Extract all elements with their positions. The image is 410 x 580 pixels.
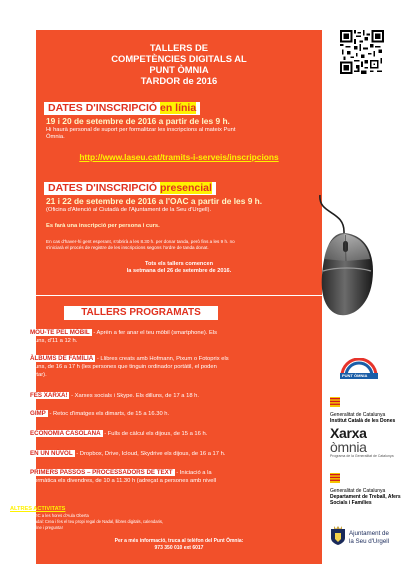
- workshop-desc: dilluns, de 16 a 17 h (les persones que tinguin ordinador portàtil, el poden: [28, 363, 217, 370]
- title-line-3: PUNT ÒMNIA: [149, 64, 209, 75]
- workshop-desc: - Dropbox, Drive, Icloud, Skydrive els dijous, de 16 a 17 h.: [74, 451, 226, 457]
- online-note-1: Hi haurà personal de suport per formalitzar les inscripcions al mateix Punt: [46, 127, 236, 133]
- bullet-icon: •: [20, 430, 23, 437]
- presencial-banner: [44, 182, 216, 195]
- xarxa-subtitle: Programa de la Generalitat de Catalunya: [330, 454, 394, 458]
- workshop-name: MOU-TE PEL MÒBIL: [30, 329, 90, 336]
- workshop-item: [20, 469, 282, 493]
- other-activity-3: postals...etc.Vine i pregunta!: [10, 525, 63, 530]
- workshop-name: FES XARXA!: [30, 392, 68, 399]
- other-activity-2: *Regals de Nadal: Crea i fes el teu propi regal de Nadal, llibres digitals, calendaris,: [10, 519, 164, 524]
- workshop-name: ÀLBUMS DE FAMÍLIA: [30, 355, 94, 362]
- workshop-desc: informàtica els divendres, de 10 a 11.30 h (adreçat a persones amb nivell: [28, 477, 217, 484]
- omnia-word: òmnia: [330, 439, 367, 455]
- coat-of-arms-icon: [330, 526, 346, 546]
- title-line-4: TARDOR de 2016: [140, 75, 218, 86]
- ajuntament-line-1: Ajuntament de: [349, 530, 389, 537]
- workshop-item: [20, 329, 282, 346]
- info-phone: 973 350 010 ext 6017: [154, 545, 204, 551]
- workshop-name: ECONOMIA CASOLANA: [30, 430, 101, 437]
- online-dates: 19 i 20 de setembre de 2016 a partir de les 9 h.: [46, 116, 230, 126]
- presencial-banner-highlight: presencial: [159, 182, 212, 194]
- title-line-1: TALLERS DE: [149, 42, 209, 53]
- generalitat-name-2: Generalitat de Catalunya: [330, 488, 386, 494]
- start-line-2: la setmana del 26 de setembre de 2016.: [126, 268, 232, 274]
- workshop-item: [20, 355, 282, 379]
- online-note-2: Òmnia.: [46, 134, 65, 140]
- queue-note-1: En cas d'haver-hi gent esperant, s'obrirà a les 8.30 h. per donar tanda, però fins a les 9 h. no: [46, 239, 235, 244]
- computer-mouse-image: [290, 195, 390, 320]
- workshop-desc: portar).: [28, 371, 47, 378]
- online-banner-highlight: en línia: [159, 102, 197, 114]
- xarxa-word: Xarxa: [330, 425, 367, 441]
- workshop-desc: - Iniciació a la: [174, 470, 212, 476]
- workshops-heading: TALLERS PROGRAMATS: [64, 306, 218, 320]
- workshop-desc: - Llibres creats amb Hofmann, Pixum o Fotoprix els: [95, 356, 229, 362]
- workshop-desc: - Xarxes socials i Skype. Els dilluns, de 17 a 18 h.: [69, 393, 200, 399]
- ajuntament-line-2: la Seu d'Urgell: [349, 538, 390, 545]
- registration-link[interactable]: http://www.laseu.cat/tramits-i-serveis/inscripcions: [79, 152, 279, 162]
- other-activity-1: *Repàs d'ACTIC a les hores d'Aula Oberta: [10, 513, 89, 518]
- workshop-desc: - Fulls de càlcul els dijous, de 15 a 16 h.: [102, 431, 208, 437]
- presencial-dates: 21 i 22 de setembre de 2016 a l'OAC a partir de les 9 h.: [46, 196, 263, 206]
- qr-code-icon[interactable]: [340, 30, 384, 74]
- workshop-desc: 0).: [28, 485, 35, 492]
- generalitat-treball-logo: [330, 470, 406, 506]
- workshop-name: EN UN NÚVOL: [30, 450, 73, 457]
- bullet-icon: •: [20, 410, 23, 417]
- workshop-name: PRIMERS PASSOS – PROCESSADORS DE TEXT: [30, 469, 173, 476]
- bullet-icon: •: [20, 329, 23, 336]
- ajuntament-logo: [330, 524, 410, 554]
- departament-treball-name: Departament de Treball, Afers Socials i Famílies: [330, 494, 401, 506]
- bullet-icon: •: [20, 392, 23, 399]
- generalitat-name-1: Generalitat de Catalunya: [330, 412, 386, 418]
- presencial-banner-prefix: DATES D'INSCRIPCIÓ: [48, 182, 158, 194]
- workshop-item: [20, 410, 282, 419]
- generalitat-dones-logo: [330, 394, 406, 424]
- workshop-desc: - Retoc d'imatges els dimarts, de 15 a 16.30 h.: [47, 411, 170, 417]
- bullet-icon: •: [20, 355, 23, 362]
- workshop-desc: dilluns, d'11 a 12 h.: [28, 337, 78, 344]
- generalitat-flag-icon: [330, 397, 340, 407]
- bullet-icon: •: [20, 450, 23, 457]
- institut-dones-name: Institut Català de les Dones: [330, 418, 396, 424]
- presencial-note: (Oficina d'Atenció al Ciutadà de l'Ajuntament de la Seu d'Urgell).: [46, 207, 212, 213]
- workshop-item: [20, 430, 282, 439]
- queue-note-2: s'iniciarà el procés de registre de les inscripcions segons l'ordre de tanda donat.: [46, 245, 209, 250]
- title-line-2: COMPETÈNCIES DIGITALS AL: [111, 53, 247, 64]
- punt-omnia-logo: [336, 358, 382, 385]
- workshop-desc: - Aprèn a fer anar el teu mòbil (smartphone). Els: [91, 330, 218, 336]
- start-line-1: Tots els tallers comencen: [145, 261, 213, 267]
- workshop-name: GIMP: [30, 410, 46, 417]
- info-line-1: Per a més informació, truca al telèfon del Punt Òmnia:: [114, 538, 244, 544]
- punt-omnia-label: PUNT ÒMNIA: [342, 373, 368, 378]
- other-activities-heading: ALTRES ACTIVITATS: [10, 506, 66, 512]
- bullet-icon: •: [20, 469, 23, 476]
- generalitat-flag-icon: [330, 473, 340, 483]
- one-per-person: Es farà una inscripció per persona i curs.: [46, 223, 160, 229]
- workshop-item: [20, 392, 282, 401]
- online-banner: [44, 102, 200, 115]
- xarxa-omnia-logo: [330, 426, 406, 458]
- registration-info-panel: [36, 30, 322, 295]
- workshop-item: [20, 450, 282, 459]
- online-banner-prefix: DATES D'INSCRIPCIÓ: [48, 102, 158, 114]
